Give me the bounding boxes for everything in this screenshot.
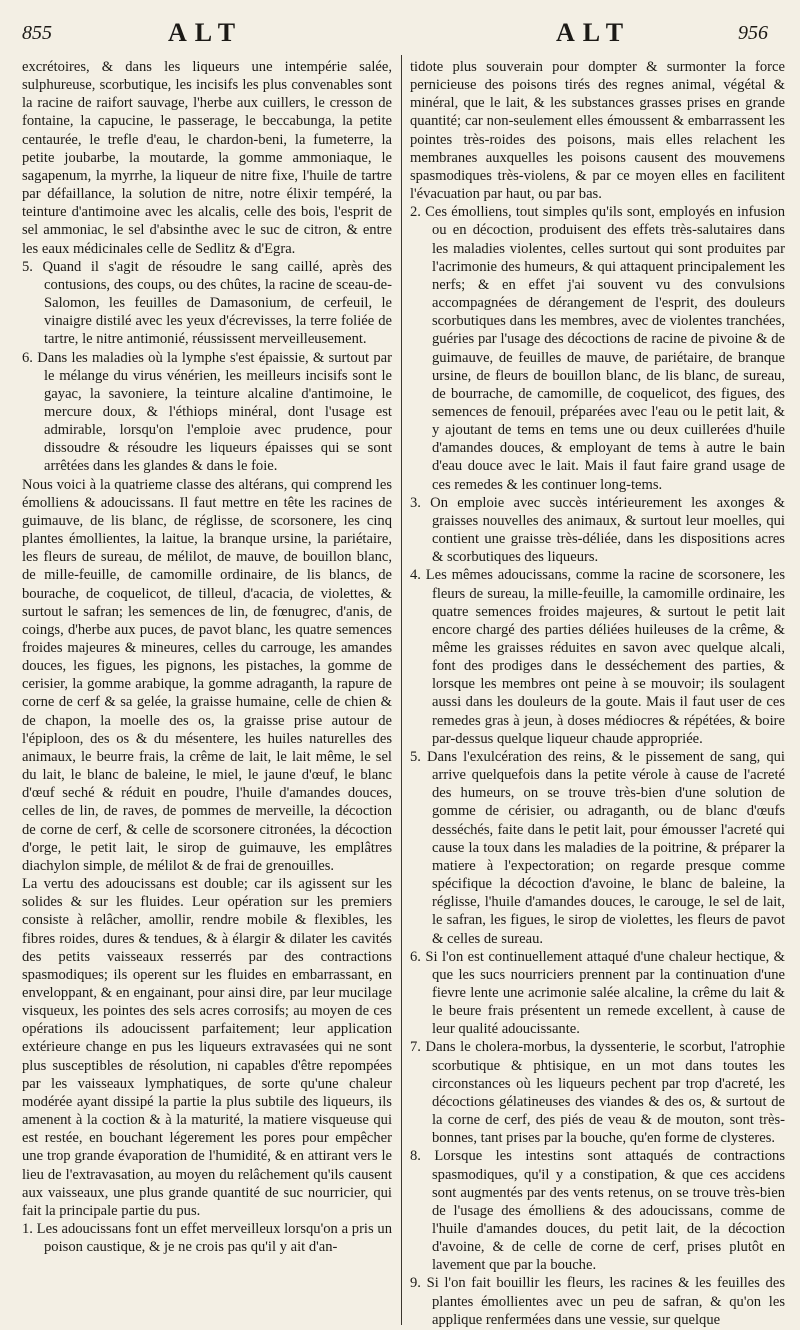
paragraph: Nous voici à la quatrieme classe des altérans, qui comprend les émolliens & adoucissans. Il faut mettre en tête les racines de guimauve, de lis blanc, de réglisse, de scorsonere, les cinq plantes émollientes, la laitue, la branque ursine, la pariétaire, les fleurs de sureau, de mélilot, de mauve, de bouillon blanc, de mille-feuille, de camomille ordinaire, de lis blancs, de bourache, de coquelicot, de tilleul, d'acacia, de violettes, & surtout le safran; les semences de lin, de fœnugrec, d'anis, de coings, d'herbe aux puces, de pavot blanc, les quatre semences froides majeures & mineures, celles du carrouge, les amandes douces, les figues, les pignons, les pistaches, la gomme de cerisier, la gomme arabique, la gomme adraganth, la rapure de corne de cerf & sa gelée, la graisse humaine, celle de chien & de chapon, la moelle des os, la graisse prise autour de l'épiploon, des os & du mésentere, les huiles naturelles des animaux, le beurre frais, la crême de lait, le lait même, le sel du lait, le blanc de baleine, le miel, le jaune d'œuf, le blanc d'œuf seché & réduit en poudre, l'huile d'amandes douces, celles de lin, de raves, de pommes de merveille, la décoction de corne de cerf, & celle de scorsonere citronées, la décoction d'orge, le petit lait, le sirop de guimauve, les emplâtres diachylon simple, de mélilot & de frai de grenouilles. bbox=[22, 476, 392, 874]
right-column bbox=[410, 58, 785, 1328]
paragraph: tidote plus souverain pour dompter & surmonter la force pernicieuse des poisons tirés des regnes animal, végétal & minéral, que le lait, & les substances grasses prises en grande quantité; car non-seulement elles émoussent & embarrassent les pointes très-roides des poisons, mais elles relachent les membranes auxquelles les poisons causent des mouvemens spasmodiques très-violens, & par ce moyen elles en facilitent l'évacuation par haut, ou par bas. bbox=[410, 59, 785, 203]
numbered-paragraph: 7. Dans le cholera-morbus, la dyssenterie, le scorbut, l'atrophie scorbutique & phtisique, en un mot dans toutes les circonstances où les liqueurs pechent par trop d'acreté, les décoctions gélatineuses des viandes & des os, & surtout de la corne de cerf, des piés de veau & de mouton, sont très-bonnes, tant prises par la bouche, qu'en forme de clysteres. bbox=[410, 1039, 785, 1147]
column-divider bbox=[401, 55, 402, 1325]
paragraph: La vertu des adoucissans est double; car ils agissent sur les solides & sur les fluides. Leur opération sur les premiers consiste à relâcher, amollir, rendre mobile & flexibles, les fibres roides, dures & tendues, & à élargir & dilater les cavités des petits vaisseaux resserrés par des contractions spasmodiques; ils operent sur les fluides en embarrassant, en enveloppant, & en engainant, pour ainsi dire, par leur mucilage visqueux, les pointes des sels acres corrosifs; au moyen de ces opérations ils adoucissent parfaitement; leur application extérieure change en pus les liqueurs extravasées qui ne sont plus susceptibles de résolution, ni capables d'être repompées par les vaisseaux lymphatiques, de sorte qu'une chaleur modérée ayant dissipé la partie la plus subtile des liqueurs, ils amenent à la coction & à la maturité, la matiere visqueuse qui est restée, en bouchant légerement les pores pour empêcher une trop grande évaporation de l'humidité, & en attirant vers le lieu de l'extravasation, au moyen du relâchement qu'ils causent aux vaisseaux, une plus grande quantité de suc nourricier, qui fait la principale partie du pus. bbox=[22, 876, 392, 1219]
numbered-paragraph: 2. Ces émolliens, tout simples qu'ils sont, employés en infusion ou en décoction, produisent des effets très-salutaires dans les maladies violentes, celles surtout qui sont produites par l'acrimonie des humeurs, & qui attaquent principalement les nerfs; & en effet j'ai souvent vu des convulsions accompagnées de dérangement de l'esprit, des douleurs scorbutiques dans les membres, avec de violentes tranchées, guéries par l'usage des décoctions de racine de pivoine & de guimauve, de feuilles de mauve, de pariétaire, de branque ursine, de fleurs de bouillon blanc, de lis blanc, de sureau, de bourrache, de camomille, de coquelicot, des figues, des semences de fenouil, préparées avec l'eau ou le petit lait, & y ajoutant de tems en tems une ou deux cuillerées d'huile d'amandes douces, & employant de tems à autre le bain d'eau douce avec le lait. Mais il faut faire grand usage de ces remedes & les continuer long-tems. bbox=[410, 204, 785, 493]
running-head-left: ALT bbox=[168, 18, 244, 47]
numbered-paragraph: 9. Si l'on fait bouillir les fleurs, les racines & les feuilles des plantes émollientes avec un peu de safran, & qu'on les applique renfermées dans une vessie, sur quelque bbox=[410, 1275, 785, 1328]
left-column bbox=[22, 58, 392, 1328]
running-head-right: ALT bbox=[556, 18, 632, 47]
numbered-paragraph: 5. Quand il s'agit de résoudre le sang caillé, après des contusions, des coups, ou des chûtes, la racine de sceau-de-Salomon, les feuilles de Damasonium, de cerfeuil, le vinaigre distilé avec les yeux d'écrevisses, la terre foliée de tartre, le nitre antimonié, réussissent merveilleusement. bbox=[22, 258, 392, 348]
numbered-paragraph: 4. Les mêmes adoucissans, comme la racine de scorsonere, les fleurs de sureau, la mille-feuille, la camomille ordinaire, les quatre semences froides majeures, & surtout le petit lait encore chargé des parties déliées huileuses de la crême, & même les graisses réduites en savon avec quelque alcali, font des prodiges dans le desséchement des parties, & lorsque les membres ont peine à se mouvoir; ils soulagent aussi dans les douleurs de la goute. Mais il faut user de ces remedes gras à jeun, à doses médiocres & répétées, & boire par-dessus quelque liqueur chaude appropriée. bbox=[410, 567, 785, 747]
numbered-paragraph: 1. Les adoucissans font un effet merveilleux lorsqu'on a pris un poison caustique, & je ne crois pas qu'il y ait d'an- bbox=[22, 1221, 392, 1256]
numbered-paragraph: 5. Dans l'exulcération des reins, & le pissement de sang, qui arrive quelquefois dans la petite vérole à cause de l'acreté des humeurs, on se trouve très-bien d'une solution de gomme de cérisier, ou adraganth, ou de blanc d'œufs desséchés, faite dans le petit lait, pour émousser l'acreté qui cause la toux dans les maladies de la poitrine, & préparer la matiere à l'expectoration; on regarde presque comme spécifique la décoction d'avoine, le blanc de baleine, la réglisse, l'huile d'amandes douces, le carouge, le sel de lait, le safran, les figues, le sirop de violettes, les fleurs de pavot & celles de sureau. bbox=[410, 748, 785, 947]
numbered-paragraph: 3. On emploie avec succès intérieurement les axonges & graisses nouvelles des animaux, & surtout leur moelles, qui contient une graisse très-déliée, dans les dispositions acres & scorbutiques des liqueurs. bbox=[410, 494, 785, 566]
numbered-paragraph: 6. Dans les maladies où la lymphe s'est épaissie, & surtout par le mélange du virus vénérien, les meilleurs incisifs sont le gayac, la savoniere, la teinture alcaline d'antimoine, le mercure doux, & l'éthiops minéral, dont l'usage est admirable, lorsqu'on l'emploie avec prudence, pour dissoudre & résoudre les liqueurs épaisses qui se sont arrêtées dans les glandes & dans le foie. bbox=[22, 349, 392, 475]
page-number-right: 956 bbox=[738, 22, 768, 44]
page-number-left: 855 bbox=[22, 22, 52, 44]
numbered-paragraph: 8. Lorsque les intestins sont attaqués de contractions spasmodiques, qu'il y a constipation, & que ces accidens sont augmentés par des vents retenus, on se trouve très-bien de l'usage des émolliens & des adoucissans, comme de l'huile d'amandes douces, du petit lait, de la décoction d'avoine, & de celle de corne de cerf, prises plutôt en lavement que par la bouche. bbox=[410, 1148, 785, 1274]
paragraph: excrétoires, & dans les liqueurs une intempérie salée, sulphureuse, scorbutique, les incisifs les plus convenables sont la racine de raifort sauvage, l'herbe aux cuillers, le cresson de fontaine, la capucine, le passerage, le beccabunga, la petite centaurée, le trefle d'eau, le chardon-beni, la fumeterre, la petite joubarbe, la moutarde, la gomme ammoniaque, le sagapenum, la myrrhe, la liqueur de nitre fixe, l'huile de tartre par défaillance, la solution de nitre, notre élixir tempéré, la teinture d'antimoine avec les alcalis, celle des bois, l'esprit de sel ammoniac, le sel d'absinthe avec le suc de citron, & entre les eaux médicinales celle de Sedlitz & d'Egra. bbox=[22, 59, 392, 257]
numbered-paragraph: 6. Si l'on est continuellement attaqué d'une chaleur hectique, & que les sucs nourriciers prennent par la continuation d'une fievre lente une acrimonie salée alcaline, la crême du lait & le beure frais présentent un remede excellent, à cause de leur qualité adoucissante. bbox=[410, 948, 785, 1038]
